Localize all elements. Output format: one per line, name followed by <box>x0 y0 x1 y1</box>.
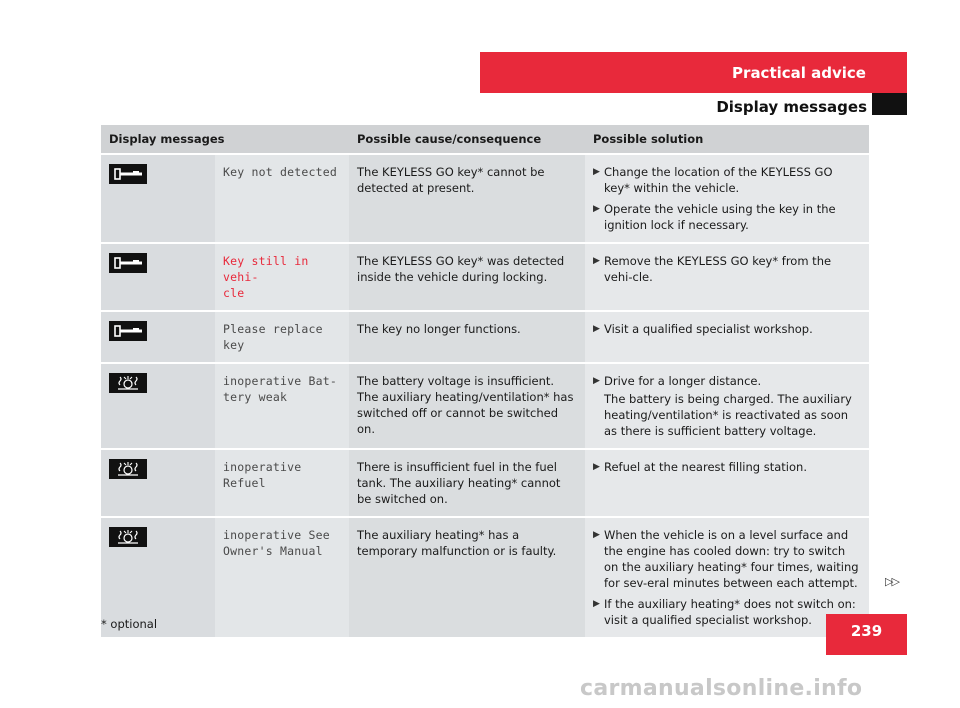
watermark: carmanualsonline.info <box>580 676 863 701</box>
display-message-cell <box>215 244 349 312</box>
display-message-line: tery weak <box>223 390 288 404</box>
auxiliary-heating-icon <box>109 373 207 393</box>
table-row <box>101 244 869 312</box>
bullet-arrow-icon: ▶ <box>593 376 600 386</box>
row-icon-cell <box>101 364 215 450</box>
footnote: * optional <box>101 617 158 631</box>
solution-text: Operate the vehicle using the key in the ignition lock if necessary. <box>604 202 836 232</box>
solution-cell <box>585 312 869 364</box>
table-header-row <box>101 125 869 155</box>
solution-item <box>593 321 861 337</box>
column-header-display-messages: Display messages <box>101 125 349 155</box>
cause-cell: The auxiliary heating* has a temporary malfunction or is faulty. <box>349 518 585 639</box>
display-message-cell <box>215 312 349 364</box>
bullet-arrow-icon: ▶ <box>593 167 600 177</box>
solution-item <box>593 459 861 475</box>
display-message-line: Key not detected <box>223 165 337 179</box>
solution-item <box>593 527 861 591</box>
key-icon <box>109 253 207 273</box>
cause-cell: The battery voltage is insufficient. The auxiliary heating/ventilation* has switched off or cannot be switched on. <box>349 364 585 450</box>
solution-cell <box>585 244 869 312</box>
display-message-cell <box>215 364 349 450</box>
solution-item <box>593 164 861 196</box>
auxiliary-heating-icon <box>109 459 207 479</box>
solution-text: Change the location of the KEYLESS GO key* within the vehicle. <box>604 165 833 195</box>
table-row <box>101 518 869 639</box>
display-message-line: Key still in vehi- <box>223 254 309 284</box>
bullet-arrow-icon: ▶ <box>593 599 600 609</box>
solution-text: Visit a qualified specialist workshop. <box>604 322 813 336</box>
bullet-arrow-icon: ▶ <box>593 256 600 266</box>
solution-cell <box>585 450 869 518</box>
row-icon-cell <box>101 312 215 364</box>
solution-text: Drive for a longer distance. <box>604 374 762 388</box>
table-row <box>101 364 869 450</box>
page-number-box <box>826 614 907 655</box>
header-black-tab <box>872 93 907 115</box>
bullet-arrow-icon: ▶ <box>593 204 600 214</box>
cause-cell: The KEYLESS GO key* was detected inside the vehicle during locking. <box>349 244 585 312</box>
bullet-arrow-icon: ▶ <box>593 462 600 472</box>
table-row <box>101 155 869 244</box>
column-header-solution: Possible solution <box>585 125 869 155</box>
subsection-title: Display messages <box>716 98 867 116</box>
display-message-cell <box>215 155 349 244</box>
column-header-cause: Possible cause/consequence <box>349 125 585 155</box>
display-message-cell <box>215 450 349 518</box>
solution-item <box>593 596 861 628</box>
solution-item <box>593 373 861 389</box>
page-number: 239 <box>850 622 883 640</box>
display-message-line: Owner's Manual <box>223 544 323 558</box>
display-message-line: Please replace key <box>223 322 323 352</box>
solution-text: Refuel at the nearest filling station. <box>604 460 807 474</box>
bullet-arrow-icon: ▶ <box>593 324 600 334</box>
display-message-cell <box>215 518 349 639</box>
row-icon-cell <box>101 450 215 518</box>
table-row <box>101 312 869 364</box>
continued-marker: ▷▷ <box>885 575 898 588</box>
key-icon <box>109 164 207 184</box>
bullet-arrow-icon: ▶ <box>593 530 600 540</box>
key-icon <box>109 321 207 341</box>
solution-item <box>593 201 861 233</box>
cause-cell: The key no longer functions. <box>349 312 585 364</box>
table-row <box>101 450 869 518</box>
solution-item <box>593 253 861 285</box>
cause-cell: There is insufficient fuel in the fuel tank. The auxiliary heating* cannot be switched on. <box>349 450 585 518</box>
cause-cell: The KEYLESS GO key* cannot be detected at present. <box>349 155 585 244</box>
solution-text: If the auxiliary heating* does not switch on: visit a qualified specialist workshop. <box>604 597 856 627</box>
solution-note: The battery is being charged. The auxiliary heating/ventilation* is reactivated as soon as there is sufficient battery voltage. <box>604 392 852 438</box>
row-icon-cell <box>101 244 215 312</box>
display-message-line: inoperative See <box>223 528 330 542</box>
solution-cell <box>585 364 869 450</box>
section-title: Practical advice <box>732 63 866 82</box>
solution-text: Remove the KEYLESS GO key* from the vehi-cle. <box>604 254 832 284</box>
display-message-line: inoperative Bat- <box>223 374 337 388</box>
auxiliary-heating-icon <box>109 527 207 547</box>
display-messages-table <box>101 125 869 639</box>
display-message-line: inoperative Refuel <box>223 460 302 490</box>
solution-cell <box>585 155 869 244</box>
solution-text: When the vehicle is on a level surface and the engine has cooled down: try to switch on the auxiliary heating* four times, waiting for sev-eral minutes between each attempt. <box>604 528 859 590</box>
section-title-bar <box>480 52 907 93</box>
display-message-line: cle <box>223 286 245 300</box>
row-icon-cell <box>101 155 215 244</box>
